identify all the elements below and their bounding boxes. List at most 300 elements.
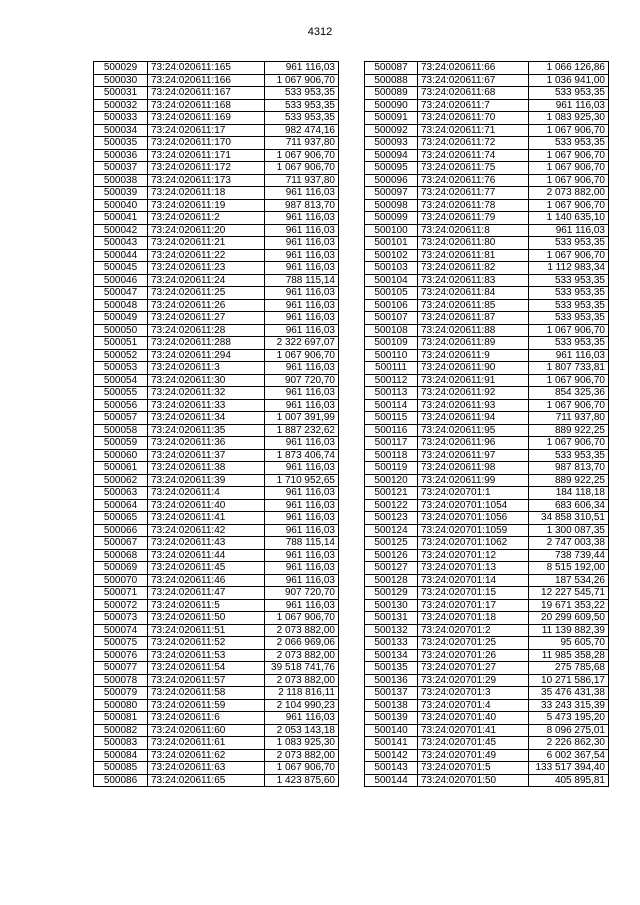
cadastral-number-cell: 73:24:020611:58 [148, 687, 265, 700]
value-cell: 961 116,03 [265, 187, 339, 200]
table-row [94, 187, 339, 200]
table-row [94, 399, 339, 412]
data-table-right [364, 61, 609, 787]
table-row [365, 687, 609, 700]
cadastral-number-cell: 73:24:020611:62 [148, 749, 265, 762]
value-cell: 961 116,03 [265, 437, 339, 450]
table-row [94, 62, 339, 75]
value-cell: 533 953,35 [529, 137, 609, 150]
cadastral-number-cell: 73:24:020611:68 [418, 87, 529, 100]
cadastral-number-cell: 73:24:020611:39 [148, 474, 265, 487]
table-row [365, 137, 609, 150]
row-id-cell: 500073 [94, 612, 148, 625]
table-row [365, 424, 609, 437]
table-row [94, 474, 339, 487]
cadastral-number-cell: 73:24:020701:17 [418, 599, 529, 612]
cadastral-number-cell: 73:24:020611:63 [148, 762, 265, 775]
table-row [94, 287, 339, 300]
value-cell: 1 887 232,62 [265, 424, 339, 437]
value-cell: 1 067 906,70 [529, 437, 609, 450]
table-body-right [365, 62, 609, 787]
row-id-cell: 500092 [365, 124, 418, 137]
table-row [365, 112, 609, 125]
row-id-cell: 500054 [94, 374, 148, 387]
row-id-cell: 500079 [94, 687, 148, 700]
value-cell: 11 985 358,28 [529, 649, 609, 662]
table-row [94, 387, 339, 400]
row-id-cell: 500051 [94, 337, 148, 350]
row-id-cell: 500061 [94, 462, 148, 475]
cadastral-number-cell: 73:24:020611:75 [418, 162, 529, 175]
value-cell: 961 116,03 [265, 462, 339, 475]
value-cell: 961 116,03 [265, 487, 339, 500]
cadastral-number-cell: 73:24:020611:27 [148, 312, 265, 325]
cadastral-number-cell: 73:24:020611:60 [148, 724, 265, 737]
table-row [365, 249, 609, 262]
cadastral-number-cell: 73:24:020611:25 [148, 287, 265, 300]
row-id-cell: 500033 [94, 112, 148, 125]
row-id-cell: 500131 [365, 612, 418, 625]
row-id-cell: 500139 [365, 712, 418, 725]
table-row [94, 674, 339, 687]
value-cell: 961 116,03 [265, 499, 339, 512]
cadastral-number-cell: 73:24:020701:14 [418, 574, 529, 587]
table-row [365, 337, 609, 350]
table-row [94, 649, 339, 662]
table-row [94, 349, 339, 362]
table-row [94, 412, 339, 425]
value-cell: 889 922,25 [529, 424, 609, 437]
table-row [94, 687, 339, 700]
value-cell: 961 116,03 [265, 224, 339, 237]
value-cell: 533 953,35 [529, 87, 609, 100]
cadastral-number-cell: 73:24:020611:71 [418, 124, 529, 137]
cadastral-number-cell: 73:24:020611:32 [148, 387, 265, 400]
table-row [94, 112, 339, 125]
row-id-cell: 500128 [365, 574, 418, 587]
value-cell: 533 953,35 [529, 449, 609, 462]
cadastral-number-cell: 73:24:020611:20 [148, 224, 265, 237]
value-cell: 683 606,34 [529, 499, 609, 512]
table-row [94, 737, 339, 750]
cadastral-number-cell: 73:24:020611:83 [418, 274, 529, 287]
row-id-cell: 500067 [94, 537, 148, 550]
cadastral-number-cell: 73:24:020611:23 [148, 262, 265, 275]
table-row [94, 524, 339, 537]
value-cell: 788 115,14 [265, 274, 339, 287]
row-id-cell: 500098 [365, 199, 418, 212]
table-row [365, 299, 609, 312]
table-row [365, 87, 609, 100]
table-row [365, 362, 609, 375]
cadastral-number-cell: 73:24:020701:2 [418, 624, 529, 637]
table-row [94, 662, 339, 675]
value-cell: 1 067 906,70 [265, 74, 339, 87]
row-id-cell: 500125 [365, 537, 418, 550]
cadastral-number-cell: 73:24:020611:9 [418, 349, 529, 362]
cadastral-number-cell: 73:24:020611:80 [418, 237, 529, 250]
value-cell: 1 067 906,70 [529, 199, 609, 212]
row-id-cell: 500040 [94, 199, 148, 212]
cadastral-number-cell: 73:24:020611:72 [418, 137, 529, 150]
value-cell: 2 322 697,07 [265, 337, 339, 350]
value-cell: 961 116,03 [265, 62, 339, 75]
value-cell: 1 083 925,30 [529, 112, 609, 125]
table-row [365, 537, 609, 550]
table-row [94, 99, 339, 112]
value-cell: 961 116,03 [265, 549, 339, 562]
row-id-cell: 500144 [365, 774, 418, 787]
cadastral-number-cell: 73:24:020611:168 [148, 99, 265, 112]
cadastral-number-cell: 73:24:020611:53 [148, 649, 265, 662]
value-cell: 35 476 431,38 [529, 687, 609, 700]
table-row [365, 187, 609, 200]
row-id-cell: 500103 [365, 262, 418, 275]
value-cell: 961 116,03 [265, 562, 339, 575]
row-id-cell: 500063 [94, 487, 148, 500]
row-id-cell: 500127 [365, 562, 418, 575]
table-row [365, 637, 609, 650]
value-cell: 1 067 906,70 [529, 149, 609, 162]
cadastral-number-cell: 73:24:020701:25 [418, 637, 529, 650]
table-row [94, 162, 339, 175]
table-row [365, 349, 609, 362]
table-row [94, 774, 339, 787]
value-cell: 11 139 882,39 [529, 624, 609, 637]
cadastral-number-cell: 73:24:020701:4 [418, 699, 529, 712]
value-cell: 533 953,35 [529, 337, 609, 350]
value-cell: 1 067 906,70 [265, 162, 339, 175]
table-row [365, 574, 609, 587]
cadastral-number-cell: 73:24:020611:84 [418, 287, 529, 300]
table-row [94, 587, 339, 600]
value-cell: 961 116,03 [265, 299, 339, 312]
value-cell: 788 115,14 [265, 537, 339, 550]
row-id-cell: 500090 [365, 99, 418, 112]
row-id-cell: 500043 [94, 237, 148, 250]
row-id-cell: 500106 [365, 299, 418, 312]
value-cell: 1 067 906,70 [529, 174, 609, 187]
value-cell: 982 474,16 [265, 124, 339, 137]
row-id-cell: 500039 [94, 187, 148, 200]
value-cell: 95 605,70 [529, 637, 609, 650]
row-id-cell: 500133 [365, 637, 418, 650]
table-row [94, 224, 339, 237]
row-id-cell: 500030 [94, 74, 148, 87]
row-id-cell: 500065 [94, 512, 148, 525]
cadastral-number-cell: 73:24:020611:90 [418, 362, 529, 375]
row-id-cell: 500111 [365, 362, 418, 375]
value-cell: 961 116,03 [529, 349, 609, 362]
value-cell: 2 104 990,23 [265, 699, 339, 712]
table-row [365, 149, 609, 162]
row-id-cell: 500083 [94, 737, 148, 750]
row-id-cell: 500115 [365, 412, 418, 425]
cadastral-number-cell: 73:24:020611:37 [148, 449, 265, 462]
value-cell: 961 116,03 [265, 237, 339, 250]
value-cell: 987 813,70 [529, 462, 609, 475]
value-cell: 533 953,35 [529, 274, 609, 287]
row-id-cell: 500075 [94, 637, 148, 650]
row-id-cell: 500050 [94, 324, 148, 337]
table-row [94, 237, 339, 250]
value-cell: 20 299 609,50 [529, 612, 609, 625]
cadastral-number-cell: 73:24:020611:91 [418, 374, 529, 387]
cadastral-number-cell: 73:24:020611:35 [148, 424, 265, 437]
table-row [365, 174, 609, 187]
cadastral-number-cell: 73:24:020611:17 [148, 124, 265, 137]
row-id-cell: 500096 [365, 174, 418, 187]
cadastral-number-cell: 73:24:020611:6 [148, 712, 265, 725]
row-id-cell: 500130 [365, 599, 418, 612]
row-id-cell: 500113 [365, 387, 418, 400]
table-row [365, 387, 609, 400]
value-cell: 961 116,03 [265, 212, 339, 225]
row-id-cell: 500099 [365, 212, 418, 225]
table-row [365, 374, 609, 387]
cadastral-number-cell: 73:24:020701:15 [418, 587, 529, 600]
row-id-cell: 500069 [94, 562, 148, 575]
row-id-cell: 500118 [365, 449, 418, 462]
value-cell: 2 073 882,00 [265, 624, 339, 637]
row-id-cell: 500085 [94, 762, 148, 775]
row-id-cell: 500123 [365, 512, 418, 525]
value-cell: 1 066 126,86 [529, 62, 609, 75]
cadastral-number-cell: 73:24:020611:288 [148, 337, 265, 350]
cadastral-number-cell: 73:24:020611:82 [418, 262, 529, 275]
value-cell: 711 937,80 [265, 174, 339, 187]
value-cell: 961 116,03 [529, 224, 609, 237]
table-row [365, 212, 609, 225]
table-row [94, 424, 339, 437]
value-cell: 184 118,18 [529, 487, 609, 500]
value-cell: 2 747 003,38 [529, 537, 609, 550]
row-id-cell: 500036 [94, 149, 148, 162]
row-id-cell: 500091 [365, 112, 418, 125]
table-row [365, 449, 609, 462]
cadastral-number-cell: 73:24:020611:44 [148, 549, 265, 562]
value-cell: 961 116,03 [265, 362, 339, 375]
table-row [365, 762, 609, 775]
cadastral-number-cell: 73:24:020701:1054 [418, 499, 529, 512]
page-number: 4312 [307, 26, 333, 38]
table-row [365, 524, 609, 537]
value-cell: 961 116,03 [265, 262, 339, 275]
cadastral-number-cell: 73:24:020611:28 [148, 324, 265, 337]
table-row [94, 87, 339, 100]
cadastral-number-cell: 73:24:020701:50 [418, 774, 529, 787]
cadastral-number-cell: 73:24:020611:89 [418, 337, 529, 350]
value-cell: 961 116,03 [265, 399, 339, 412]
table-row [365, 199, 609, 212]
table-row [94, 512, 339, 525]
table-row [365, 649, 609, 662]
row-id-cell: 500029 [94, 62, 148, 75]
row-id-cell: 500108 [365, 324, 418, 337]
value-cell: 1 423 875,60 [265, 774, 339, 787]
row-id-cell: 500066 [94, 524, 148, 537]
table-row [94, 499, 339, 512]
cadastral-number-cell: 73:24:020611:95 [418, 424, 529, 437]
row-id-cell: 500038 [94, 174, 148, 187]
row-id-cell: 500132 [365, 624, 418, 637]
table-row [94, 74, 339, 87]
row-id-cell: 500049 [94, 312, 148, 325]
cadastral-number-cell: 73:24:020701:1059 [418, 524, 529, 537]
cadastral-number-cell: 73:24:020701:5 [418, 762, 529, 775]
row-id-cell: 500055 [94, 387, 148, 400]
cadastral-number-cell: 73:24:020611:36 [148, 437, 265, 450]
table-row [365, 399, 609, 412]
row-id-cell: 500138 [365, 699, 418, 712]
cadastral-number-cell: 73:24:020701:12 [418, 549, 529, 562]
value-cell: 2 073 882,00 [265, 749, 339, 762]
table-row [365, 499, 609, 512]
table-row [94, 724, 339, 737]
row-id-cell: 500059 [94, 437, 148, 450]
row-id-cell: 500077 [94, 662, 148, 675]
cadastral-number-cell: 73:24:020611:51 [148, 624, 265, 637]
row-id-cell: 500057 [94, 412, 148, 425]
table-row [365, 312, 609, 325]
row-id-cell: 500112 [365, 374, 418, 387]
row-id-cell: 500095 [365, 162, 418, 175]
table-row [365, 274, 609, 287]
row-id-cell: 500116 [365, 424, 418, 437]
cadastral-number-cell: 73:24:020611:42 [148, 524, 265, 537]
cadastral-number-cell: 73:24:020611:54 [148, 662, 265, 675]
value-cell: 1 140 635,10 [529, 212, 609, 225]
cadastral-number-cell: 73:24:020611:74 [418, 149, 529, 162]
value-cell: 907 720,70 [265, 374, 339, 387]
row-id-cell: 500102 [365, 249, 418, 262]
table-row [94, 562, 339, 575]
cadastral-number-cell: 73:24:020611:98 [418, 462, 529, 475]
cadastral-number-cell: 73:24:020611:30 [148, 374, 265, 387]
row-id-cell: 500062 [94, 474, 148, 487]
table-row [365, 699, 609, 712]
row-id-cell: 500081 [94, 712, 148, 725]
value-cell: 1 710 952,65 [265, 474, 339, 487]
table-row [365, 587, 609, 600]
row-id-cell: 500093 [365, 137, 418, 150]
cadastral-number-cell: 73:24:020611:43 [148, 537, 265, 550]
cadastral-number-cell: 73:24:020611:85 [418, 299, 529, 312]
cadastral-number-cell: 73:24:020611:47 [148, 587, 265, 600]
table-row [94, 374, 339, 387]
cadastral-number-cell: 73:24:020611:61 [148, 737, 265, 750]
cadastral-number-cell: 73:24:020611:167 [148, 87, 265, 100]
value-cell: 39 518 741,76 [265, 662, 339, 675]
cadastral-number-cell: 73:24:020611:5 [148, 599, 265, 612]
cadastral-number-cell: 73:24:020611:3 [148, 362, 265, 375]
cadastral-number-cell: 73:24:020611:38 [148, 462, 265, 475]
row-id-cell: 500045 [94, 262, 148, 275]
table-row [94, 337, 339, 350]
table-row [365, 474, 609, 487]
value-cell: 961 116,03 [265, 324, 339, 337]
table-row [94, 437, 339, 450]
row-id-cell: 500136 [365, 674, 418, 687]
value-cell: 961 116,03 [529, 99, 609, 112]
row-id-cell: 500071 [94, 587, 148, 600]
cadastral-number-cell: 73:24:020611:26 [148, 299, 265, 312]
cadastral-number-cell: 73:24:020611:57 [148, 674, 265, 687]
row-id-cell: 500100 [365, 224, 418, 237]
value-cell: 1 067 906,70 [265, 349, 339, 362]
table-row [94, 312, 339, 325]
row-id-cell: 500052 [94, 349, 148, 362]
table-row [365, 162, 609, 175]
value-cell: 6 002 367,54 [529, 749, 609, 762]
cadastral-number-cell: 73:24:020611:169 [148, 112, 265, 125]
table-row [94, 262, 339, 275]
table-row [94, 249, 339, 262]
table-row [94, 537, 339, 550]
value-cell: 1 067 906,70 [265, 149, 339, 162]
row-id-cell: 500031 [94, 87, 148, 100]
cadastral-number-cell: 73:24:020611:92 [418, 387, 529, 400]
cadastral-number-cell: 73:24:020611:94 [418, 412, 529, 425]
row-id-cell: 500129 [365, 587, 418, 600]
value-cell: 1 083 925,30 [265, 737, 339, 750]
value-cell: 533 953,35 [265, 112, 339, 125]
value-cell: 19 671 353,22 [529, 599, 609, 612]
value-cell: 961 116,03 [265, 287, 339, 300]
table-row [94, 462, 339, 475]
value-cell: 961 116,03 [265, 312, 339, 325]
cadastral-number-cell: 73:24:020611:88 [418, 324, 529, 337]
row-id-cell: 500078 [94, 674, 148, 687]
cadastral-number-cell: 73:24:020611:173 [148, 174, 265, 187]
row-id-cell: 500137 [365, 687, 418, 700]
value-cell: 2 053 143,18 [265, 724, 339, 737]
cadastral-number-cell: 73:24:020611:93 [418, 399, 529, 412]
table-row [94, 574, 339, 587]
value-cell: 961 116,03 [265, 574, 339, 587]
row-id-cell: 500072 [94, 599, 148, 612]
cadastral-number-cell: 73:24:020701:45 [418, 737, 529, 750]
row-id-cell: 500037 [94, 162, 148, 175]
row-id-cell: 500121 [365, 487, 418, 500]
row-id-cell: 500114 [365, 399, 418, 412]
value-cell: 2 073 882,00 [529, 187, 609, 200]
row-id-cell: 500044 [94, 249, 148, 262]
table-row [365, 512, 609, 525]
cadastral-number-cell: 73:24:020701:3 [418, 687, 529, 700]
value-cell: 533 953,35 [529, 287, 609, 300]
row-id-cell: 500089 [365, 87, 418, 100]
table-row [365, 224, 609, 237]
cadastral-number-cell: 73:24:020701:29 [418, 674, 529, 687]
value-cell: 854 325,36 [529, 387, 609, 400]
row-id-cell: 500087 [365, 62, 418, 75]
cadastral-number-cell: 73:24:020611:78 [418, 199, 529, 212]
table-row [94, 124, 339, 137]
cadastral-number-cell: 73:24:020611:79 [418, 212, 529, 225]
value-cell: 133 517 394,40 [529, 762, 609, 775]
cadastral-number-cell: 73:24:020611:87 [418, 312, 529, 325]
cadastral-number-cell: 73:24:020611:40 [148, 499, 265, 512]
row-id-cell: 500070 [94, 574, 148, 587]
value-cell: 2 226 862,30 [529, 737, 609, 750]
row-id-cell: 500047 [94, 287, 148, 300]
value-cell: 1 300 087,35 [529, 524, 609, 537]
cadastral-number-cell: 73:24:020611:50 [148, 612, 265, 625]
row-id-cell: 500080 [94, 699, 148, 712]
value-cell: 1 067 906,70 [529, 374, 609, 387]
cadastral-number-cell: 73:24:020611:97 [418, 449, 529, 462]
